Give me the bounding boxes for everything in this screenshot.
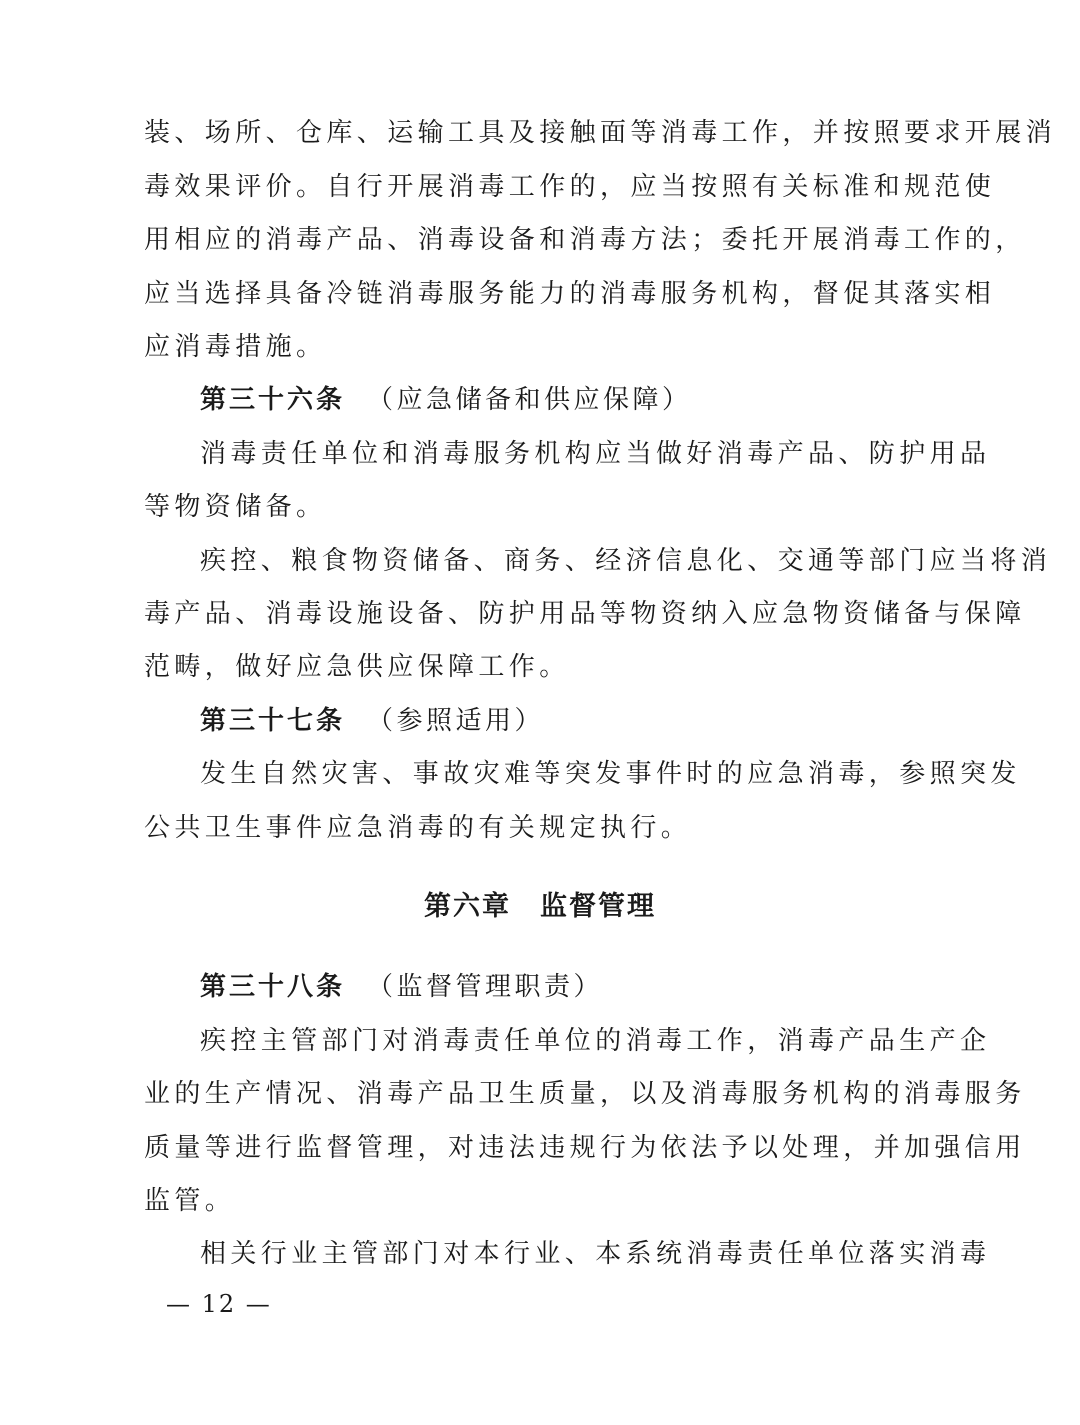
article-38-subtitle: （监督管理职责）	[367, 972, 604, 1002]
body-line: 发生自然灾害、事故灾难等突发事件时的应急消毒，参照突发	[200, 759, 1021, 789]
article-37-subtitle: （参照适用）	[367, 706, 545, 736]
body-line: 毒产品、消毒设施设备、防护用品等物资纳入应急物资储备与保障	[144, 599, 1026, 629]
article-36-subtitle: （应急储备和供应保障）	[367, 385, 692, 415]
body-line: 疾控、粮食物资储备、商务、经济信息化、交通等部门应当将消	[200, 546, 1052, 576]
article-36-title: 第三十六条	[200, 385, 346, 415]
body-line: 等物资储备。	[144, 492, 327, 522]
body-line: 应消毒措施。	[144, 332, 327, 362]
body-line: 用相应的消毒产品、消毒设备和消毒方法；委托开展消毒工作的，	[144, 225, 1026, 255]
body-line: 毒效果评价。自行开展消毒工作的，应当按照有关标准和规范使	[144, 172, 996, 202]
body-line: 质量等进行监督管理，对违法违规行为依法予以处理，并加强信用	[144, 1133, 1026, 1163]
body-line: 范畴，做好应急供应保障工作。	[144, 652, 570, 682]
body-line: 业的生产情况、消毒产品卫生质量，以及消毒服务机构的消毒服务	[144, 1079, 1026, 1109]
body-line: 疾控主管部门对消毒责任单位的消毒工作，消毒产品生产企	[200, 1026, 991, 1056]
chapter-heading: 第六章 监督管理	[424, 891, 656, 922]
page-number: — 12 —	[166, 1290, 272, 1318]
article-36-heading	[200, 380, 937, 420]
article-38-title: 第三十八条	[200, 972, 346, 1002]
body-line: 相关行业主管部门对本行业、本系统消毒责任单位落实消毒	[200, 1239, 991, 1269]
body-line: 公共卫生事件应急消毒的有关规定执行。	[144, 813, 692, 843]
body-line: 监管。	[144, 1186, 236, 1216]
body-line: 装、场所、仓库、运输工具及接触面等消毒工作，并按照要求开展消	[144, 118, 1057, 148]
article-37-heading	[200, 701, 937, 741]
article-37-title: 第三十七条	[200, 706, 346, 736]
article-38-heading	[200, 967, 937, 1007]
body-line: 消毒责任单位和消毒服务机构应当做好消毒产品、防护用品	[200, 439, 991, 469]
body-line: 应当选择具备冷链消毒服务能力的消毒服务机构，督促其落实相	[144, 279, 996, 309]
